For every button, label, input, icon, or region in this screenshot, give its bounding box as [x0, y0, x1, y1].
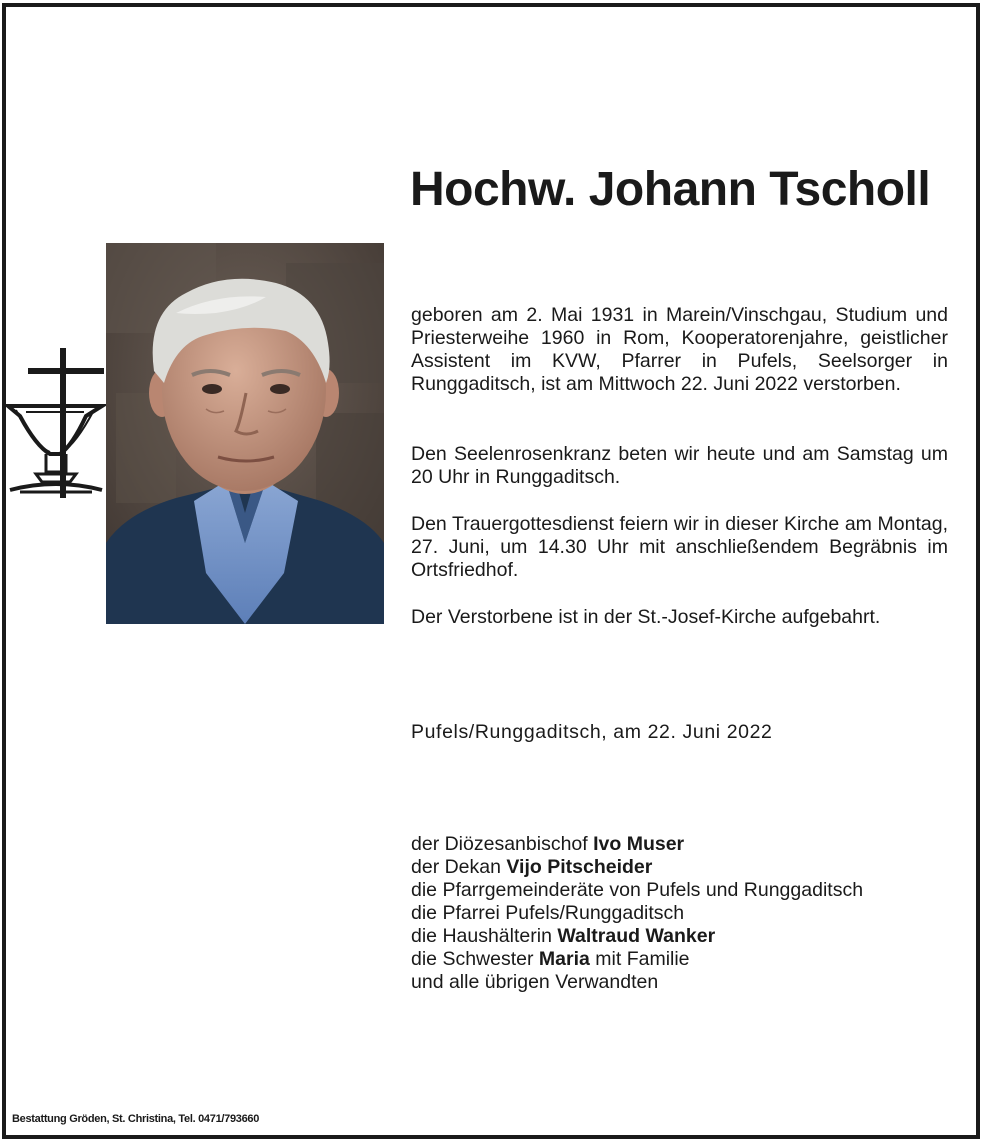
list-item: die Schwester Maria mit Familie	[411, 948, 690, 970]
cross-chalice-icon	[6, 346, 106, 502]
rosary-notice	[411, 443, 948, 489]
list-item: und alle übrigen Verwandten	[411, 971, 659, 993]
paragraph: Den Seelenrosenkranz beten wir heute und am Samstag um 20 Uhr in Runggaditsch.	[411, 443, 948, 488]
life-summary	[411, 304, 948, 396]
list-item: die Haushälterin Waltraud Wanker	[411, 925, 716, 947]
list-item: die Pfarrei Pufels/Runggaditsch	[411, 902, 685, 924]
funeral-notice	[411, 513, 948, 582]
paragraph: Den Trauergottesdienst feiern wir in dieser Kirche am Montag, 27. Juni, um 14.30 Uhr mit anschließendem Begräbnis im Ortsfriedhof.	[411, 513, 948, 581]
viewing-notice	[411, 606, 948, 629]
paragraph: Der Verstorbene ist in der St.-Josef-Kirche aufgebahrt.	[411, 606, 881, 628]
list-item: der Dekan Vijo Pitscheider	[411, 856, 653, 878]
place-and-date: Pufels/Runggaditsch, am 22. Juni 2022	[411, 721, 773, 743]
portrait-photo	[106, 243, 384, 624]
paragraph: geboren am 2. Mai 1931 in Marein/Vinschgau, Studium und Priesterweihe 1960 in Rom, Kooperatorenjahre, geistlicher Assistent im KVW, Pfarrer in Pufels, Seelsorger in Runggaditsch, ist am Mittwoch 22. Juni 2022 verstorben.	[411, 304, 948, 395]
list-item: der Diözesanbischof Ivo Muser	[411, 833, 685, 855]
funeral-home-credit: Bestattung Gröden, St. Christina, Tel. 0471/793660	[12, 1113, 260, 1125]
deceased-name: Hochw. Johann Tscholl	[410, 163, 931, 216]
mourners-list	[411, 833, 863, 994]
list-item: die Pfarrgemeinderäte von Pufels und Runggaditsch	[411, 879, 864, 901]
